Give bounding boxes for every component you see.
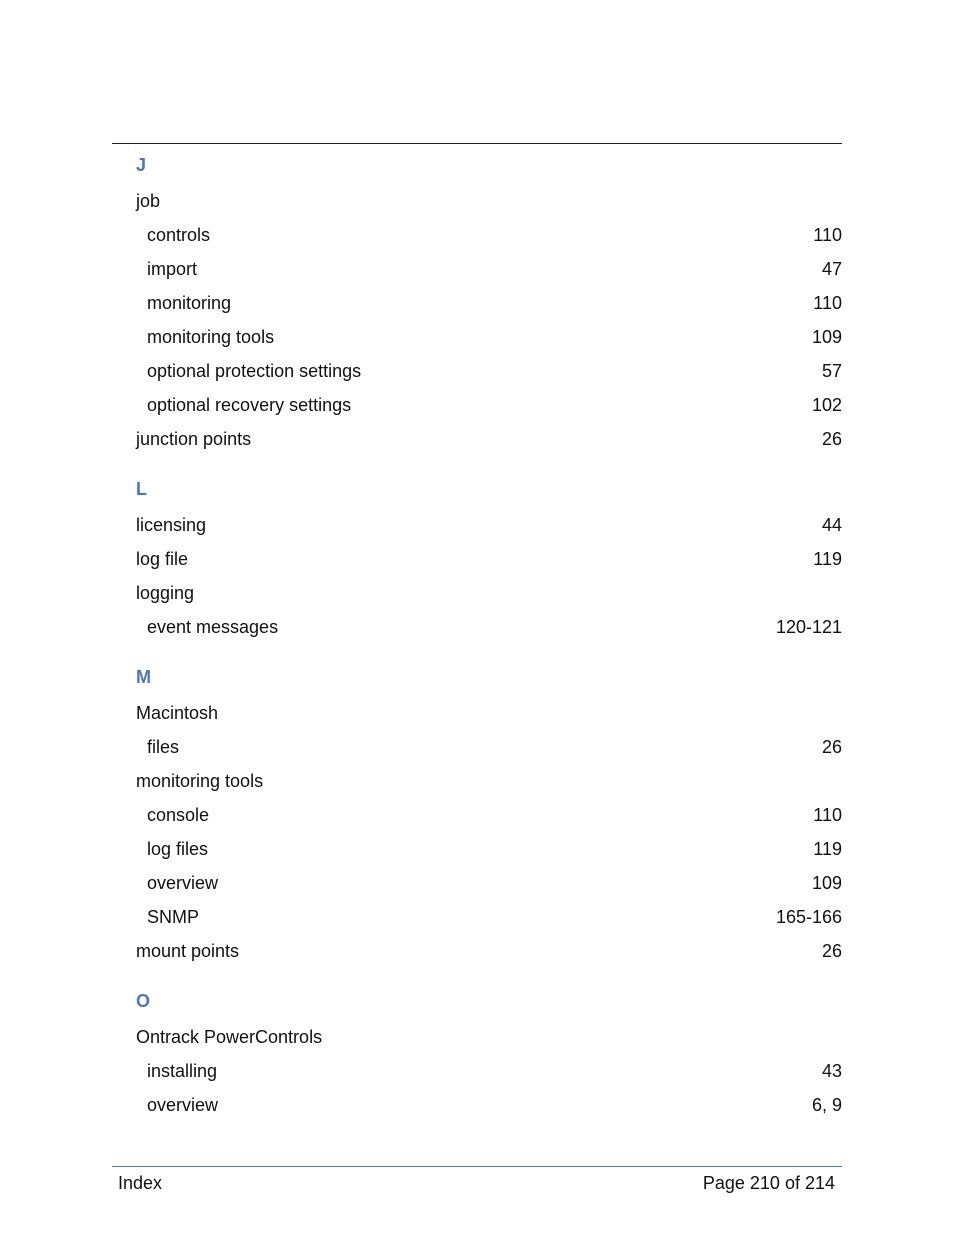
entry-term: overview	[147, 873, 219, 893]
entry-page-ref[interactable]: 110	[813, 805, 842, 825]
index-subentry	[112, 798, 842, 832]
index-subentry	[112, 610, 842, 644]
index-entry	[112, 576, 842, 610]
index-entry	[112, 934, 842, 968]
section-spacer	[112, 644, 842, 662]
entry-page-ref[interactable]: 109	[811, 873, 842, 893]
footer-section-title: Index	[118, 1173, 163, 1193]
entry-term: optional recovery settings	[147, 395, 352, 415]
section-letter: L	[136, 479, 147, 499]
index-entry	[112, 184, 842, 218]
entry-term: licensing	[136, 515, 207, 535]
index-section-o	[112, 986, 842, 1122]
index-entry	[112, 508, 842, 542]
entry-term: log files	[147, 839, 209, 859]
entry-page-ref[interactable]: 119	[813, 549, 842, 569]
footer-page-number: Page 210 of 214	[702, 1173, 835, 1193]
entry-term: monitoring tools	[136, 771, 264, 791]
index-section-j	[112, 150, 842, 474]
index-subentry	[112, 286, 842, 320]
entry-page-ref[interactable]: 110	[813, 225, 842, 245]
index-subentry	[112, 730, 842, 764]
index-entry	[112, 1020, 842, 1054]
entry-term: optional protection settings	[147, 361, 362, 381]
entry-page-ref[interactable]: 102	[811, 395, 842, 415]
entry-page-ref[interactable]: 165-166	[775, 907, 842, 927]
entry-term: logging	[136, 583, 195, 603]
entry-page-ref[interactable]: 26	[821, 941, 842, 961]
entry-term: files	[147, 737, 180, 757]
index-subentry	[112, 832, 842, 866]
entry-page-ref[interactable]: 109	[811, 327, 842, 347]
entry-page-ref[interactable]: 57	[821, 361, 842, 381]
index-subentry	[112, 1088, 842, 1122]
entry-term: mount points	[136, 941, 240, 961]
section-letter: J	[136, 155, 147, 175]
entry-term: monitoring	[147, 293, 232, 313]
header-rule	[112, 143, 842, 144]
entry-term: console	[147, 805, 210, 825]
entry-term: log file	[136, 549, 189, 569]
entry-page-ref[interactable]: 120-121	[775, 617, 842, 637]
index-subentry	[112, 900, 842, 934]
entry-term: junction points	[136, 429, 252, 449]
index-subentry	[112, 388, 842, 422]
index-entry	[112, 422, 842, 456]
entry-term: job	[136, 191, 161, 211]
entry-page-ref[interactable]: 43	[821, 1061, 842, 1081]
index-subentry	[112, 320, 842, 354]
entry-term: controls	[147, 225, 211, 245]
index-subentry	[112, 1054, 842, 1088]
section-letter: M	[136, 667, 151, 687]
index-subentry	[112, 218, 842, 252]
section-spacer	[112, 968, 842, 986]
entry-term: monitoring tools	[147, 327, 275, 347]
index-subentry	[112, 866, 842, 900]
index-entry	[112, 696, 842, 730]
entry-page-ref[interactable]: 110	[813, 293, 842, 313]
index-entry	[112, 764, 842, 798]
index-entry	[112, 542, 842, 576]
index-subentry	[112, 354, 842, 388]
entry-term: event messages	[147, 617, 279, 637]
entry-page-ref[interactable]: 119	[813, 839, 842, 859]
entry-term: import	[147, 259, 198, 279]
entry-term: installing	[147, 1061, 218, 1081]
entry-page-ref[interactable]: 26	[821, 429, 842, 449]
index-section-l	[112, 474, 842, 662]
section-letter: O	[136, 991, 151, 1011]
index-subentry	[112, 252, 842, 286]
entry-page-ref[interactable]: 47	[821, 259, 842, 279]
entry-term: SNMP	[147, 907, 200, 927]
entry-term: Macintosh	[136, 703, 219, 723]
entry-page-ref[interactable]: 44	[821, 515, 842, 535]
entry-page-ref[interactable]: 26	[821, 737, 842, 757]
entry-term: Ontrack PowerControls	[136, 1027, 323, 1047]
entry-term: overview	[147, 1095, 219, 1115]
index-list	[112, 150, 842, 1122]
section-spacer	[112, 456, 842, 474]
footer-rule	[112, 1166, 842, 1167]
entry-page-ref[interactable]: 6, 9	[811, 1095, 842, 1115]
index-section-m	[112, 662, 842, 986]
